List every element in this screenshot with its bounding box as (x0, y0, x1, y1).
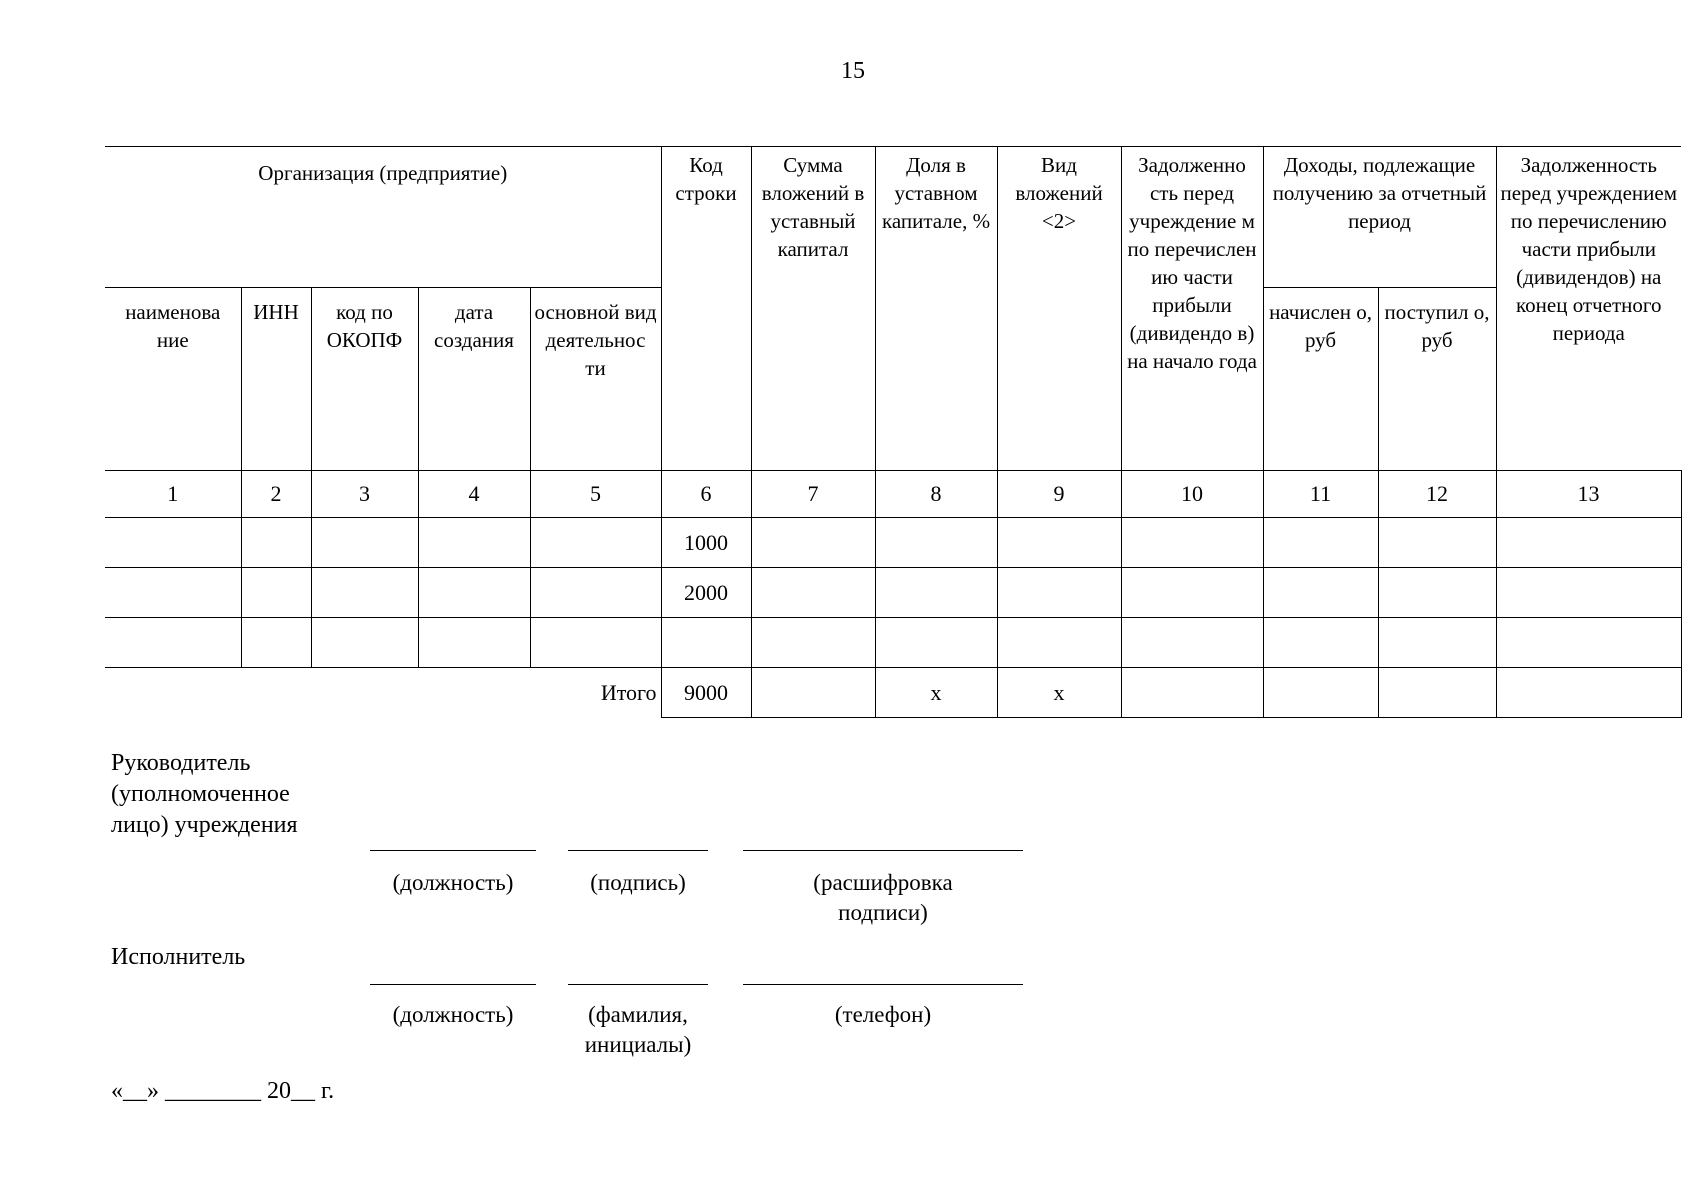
executor-label: Исполнитель (111, 944, 246, 970)
header-debt-end: Задолженность перед учреждением по перечислению части прибыли (дивидендов) на конец отчетного периода (1496, 147, 1681, 471)
executor-name-caption: (фамилия, инициалы) (584, 1002, 692, 1057)
executor-phone-line (743, 984, 1023, 985)
head-title-line: лицо) учреждения (111, 812, 298, 838)
column-number: 5 (530, 471, 661, 518)
cell-debt-start (1121, 618, 1263, 668)
header-line-code: Код строки (661, 147, 751, 471)
cell-name (105, 618, 241, 668)
executor-phone-caption: (телефон) (834, 1002, 932, 1027)
page-number: 15 (841, 58, 865, 84)
header-okopf: код по ОКОПФ (311, 288, 418, 471)
cell-sum (751, 568, 875, 618)
column-number: 6 (661, 471, 751, 518)
total-accrued (1263, 668, 1378, 718)
header-activity: основной вид деятельнос ти (530, 288, 661, 471)
cell-share (875, 518, 997, 568)
investments-table (105, 146, 1682, 718)
cell-line-code (661, 618, 751, 668)
cell-okopf (311, 568, 418, 618)
column-number: 12 (1378, 471, 1496, 518)
table-row (105, 618, 1681, 668)
head-signature-caption: (подпись) (590, 870, 686, 895)
executor-position-caption: (должность) (392, 1002, 514, 1027)
cell-kind (997, 618, 1121, 668)
cell-accrued (1263, 518, 1378, 568)
head-position-caption: (должность) (392, 870, 514, 895)
date-line: «__» ________ 20__ г. (111, 1078, 335, 1104)
cell-accrued (1263, 618, 1378, 668)
table-row (105, 518, 1681, 568)
column-number: 4 (418, 471, 530, 518)
header-income-group: Доходы, подлежащие получению за отчетный период (1263, 147, 1496, 288)
table-row (105, 568, 1681, 618)
head-position-line (370, 850, 536, 851)
cell-sum (751, 518, 875, 568)
total-label: Итого (105, 668, 661, 718)
total-share: x (875, 668, 997, 718)
cell-share (875, 568, 997, 618)
head-decode-line (743, 850, 1023, 851)
header-debt-start: Задолженно сть перед учреждение м по перечислен ию части прибыли (дивидендо в) на начало года (1121, 147, 1263, 471)
header-name: наименова ние (105, 288, 241, 471)
cell-debt-end (1496, 618, 1681, 668)
total-row (105, 668, 1681, 718)
cell-debt-start (1121, 568, 1263, 618)
cell-line-code: 1000 (661, 518, 751, 568)
column-number: 13 (1496, 471, 1681, 518)
cell-inn (241, 568, 311, 618)
cell-inn (241, 518, 311, 568)
total-debt-end (1496, 668, 1681, 718)
total-line-code: 9000 (661, 668, 751, 718)
column-number: 8 (875, 471, 997, 518)
header-investment-sum: Сумма вложений в уставный капитал (751, 147, 875, 471)
cell-received (1378, 568, 1496, 618)
executor-position-line (370, 984, 536, 985)
header-accrued: начислен о, руб (1263, 288, 1378, 471)
head-title-line: (уполномоченное (111, 781, 290, 807)
cell-created (418, 518, 530, 568)
column-number: 11 (1263, 471, 1378, 518)
cell-inn (241, 618, 311, 668)
cell-received (1378, 518, 1496, 568)
executor-name-line (568, 984, 708, 985)
head-decode-caption: (расшифровка подписи) (813, 870, 953, 925)
cell-kind (997, 518, 1121, 568)
cell-share (875, 618, 997, 668)
head-title-line: Руководитель (111, 750, 251, 776)
total-received (1378, 668, 1496, 718)
cell-activity (530, 518, 661, 568)
cell-debt-end (1496, 568, 1681, 618)
column-number: 10 (1121, 471, 1263, 518)
cell-okopf (311, 518, 418, 568)
cell-sum (751, 618, 875, 668)
head-signature-title (111, 748, 298, 841)
cell-debt-end (1496, 518, 1681, 568)
cell-line-code: 2000 (661, 568, 751, 618)
cell-kind (997, 568, 1121, 618)
column-number: 9 (997, 471, 1121, 518)
cell-activity (530, 618, 661, 668)
cell-okopf (311, 618, 418, 668)
header-inn: ИНН (241, 288, 311, 471)
column-number: 3 (311, 471, 418, 518)
head-signature-line (568, 850, 708, 851)
cell-activity (530, 568, 661, 618)
column-number: 1 (105, 471, 241, 518)
cell-accrued (1263, 568, 1378, 618)
column-number: 7 (751, 471, 875, 518)
column-number: 2 (241, 471, 311, 518)
cell-name (105, 568, 241, 618)
header-created: дата создания (418, 288, 530, 471)
header-investment-kind: Вид вложений <2> (997, 147, 1121, 471)
total-debt-start (1121, 668, 1263, 718)
cell-debt-start (1121, 518, 1263, 568)
total-kind: x (997, 668, 1121, 718)
cell-received (1378, 618, 1496, 668)
header-organization: Организация (предприятие) (105, 147, 661, 288)
header-capital-share: Доля в уставном капитале, % (875, 147, 997, 471)
header-received: поступил о, руб (1378, 288, 1496, 471)
cell-created (418, 618, 530, 668)
cell-name (105, 518, 241, 568)
cell-created (418, 568, 530, 618)
total-sum (751, 668, 875, 718)
